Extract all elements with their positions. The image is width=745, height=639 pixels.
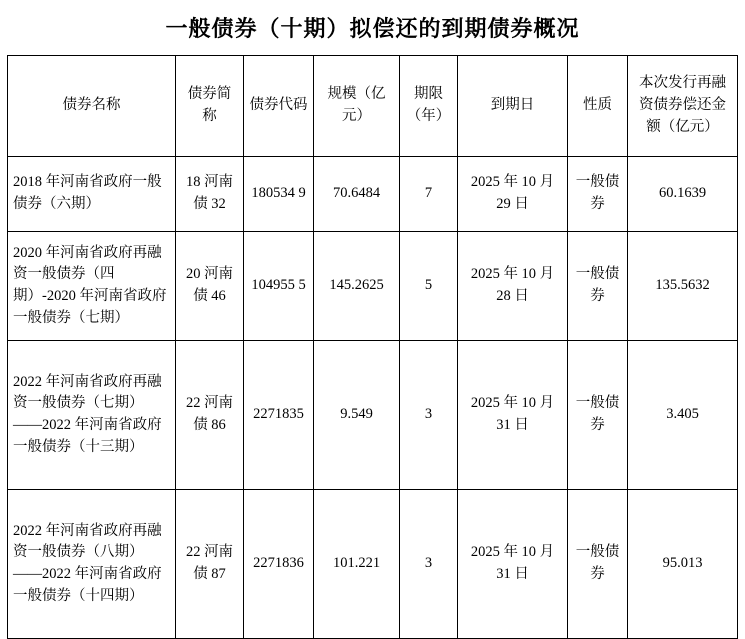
column-header-scale: 规模（亿元） (314, 56, 400, 157)
cell-repayment-amount: 135.5632 (628, 232, 738, 341)
cell-bond-abbr: 18 河南债 32 (176, 157, 244, 232)
cell-nature: 一般债券 (568, 157, 628, 232)
cell-repayment-amount: 60.1639 (628, 157, 738, 232)
cell-bond-name: 2022 年河南省政府再融资一般债券（八期）——2022 年河南省政府一般债券（十四期） (8, 490, 176, 639)
cell-bond-code: 2271835 (244, 341, 314, 490)
cell-bond-code: 2271836 (244, 490, 314, 639)
column-header-bond-code: 债券代码 (244, 56, 314, 157)
page-title: 一般债券（十期）拟偿还的到期债券概况 (165, 16, 580, 41)
cell-scale: 70.6484 (314, 157, 400, 232)
cell-bond-name: 2018 年河南省政府一般债券（六期） (8, 157, 176, 232)
cell-term: 5 (400, 232, 458, 341)
cell-maturity-date: 2025 年 10 月 31 日 (458, 341, 568, 490)
column-header-maturity-date: 到期日 (458, 56, 568, 157)
cell-nature: 一般债券 (568, 490, 628, 639)
cell-bond-name: 2020 年河南省政府再融资一般债券（四期）-2020 年河南省政府一般债券（七期） (8, 232, 176, 341)
cell-scale: 101.221 (314, 490, 400, 639)
table-row (8, 157, 738, 232)
cell-nature: 一般债券 (568, 232, 628, 341)
cell-bond-code: 104955 5 (244, 232, 314, 341)
cell-nature: 一般债券 (568, 341, 628, 490)
cell-maturity-date: 2025 年 10 月 31 日 (458, 490, 568, 639)
cell-bond-code: 180534 9 (244, 157, 314, 232)
cell-bond-abbr: 22 河南债 87 (176, 490, 244, 639)
column-header-nature: 性质 (568, 56, 628, 157)
table-header-row (8, 56, 738, 157)
column-header-term: 期限（年） (400, 56, 458, 157)
cell-maturity-date: 2025 年 10 月 28 日 (458, 232, 568, 341)
cell-scale: 9.549 (314, 341, 400, 490)
table-row (8, 232, 738, 341)
cell-repayment-amount: 3.405 (628, 341, 738, 490)
cell-term: 3 (400, 341, 458, 490)
cell-repayment-amount: 95.013 (628, 490, 738, 639)
table-row (8, 341, 738, 490)
cell-term: 3 (400, 490, 458, 639)
column-header-bond-name: 债券名称 (8, 56, 176, 157)
cell-maturity-date: 2025 年 10 月 29 日 (458, 157, 568, 232)
column-header-bond-abbr: 债券简称 (176, 56, 244, 157)
cell-bond-abbr: 22 河南债 86 (176, 341, 244, 490)
column-header-repayment-amount: 本次发行再融资债券偿还金额（亿元） (628, 56, 738, 157)
cell-term: 7 (400, 157, 458, 232)
table-row (8, 490, 738, 639)
bond-summary-table (7, 55, 738, 639)
cell-bond-name: 2022 年河南省政府再融资一般债券（七期）——2022 年河南省政府一般债券（十三期） (8, 341, 176, 490)
cell-bond-abbr: 20 河南债 46 (176, 232, 244, 341)
cell-scale: 145.2625 (314, 232, 400, 341)
